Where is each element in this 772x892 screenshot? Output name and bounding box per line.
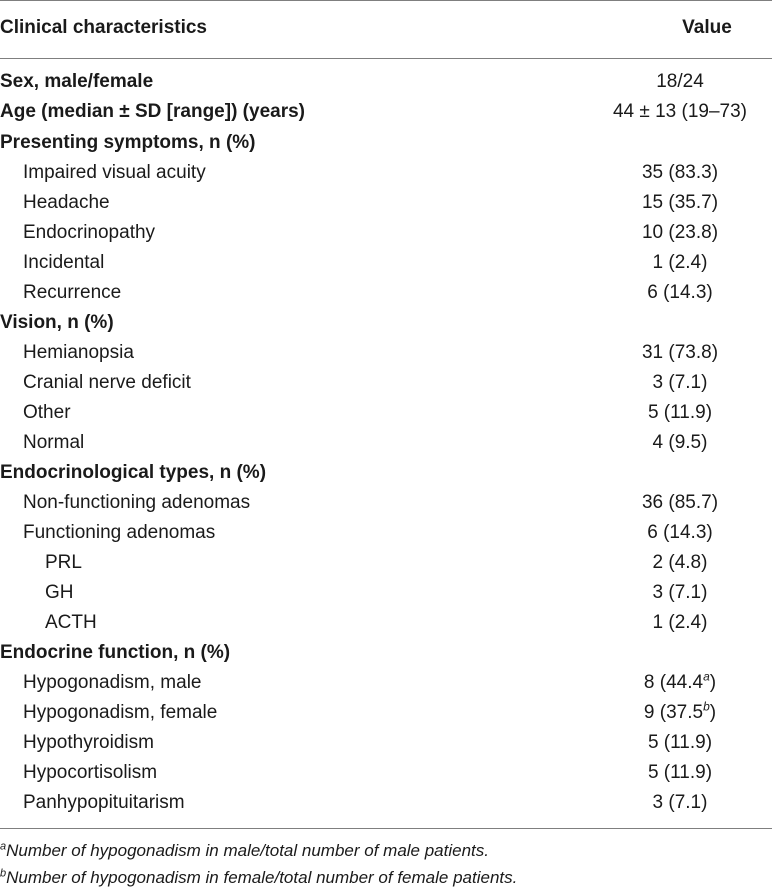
row-label: Hypocortisolism <box>23 762 158 783</box>
table-row <box>0 668 772 698</box>
row-label: Hemianopsia <box>23 342 134 363</box>
footnote-a <box>0 840 489 862</box>
section-heading: Endocrine function, n (%) <box>0 642 231 663</box>
section-heading: Vision, n (%) <box>0 312 114 333</box>
row-value: 5 (11.9) <box>647 762 713 783</box>
table-top-rule <box>0 0 772 1</box>
row-label: Impaired visual acuity <box>23 162 206 183</box>
row-label: PRL <box>45 552 82 573</box>
table-row <box>0 97 772 127</box>
table-bottom-rule <box>0 828 772 829</box>
section-heading-row <box>0 638 772 668</box>
row-value: 3 (7.1) <box>652 792 708 813</box>
table-row <box>0 188 772 218</box>
row-label: Endocrinopathy <box>23 222 156 243</box>
row-label: Hypothyroidism <box>23 732 154 753</box>
table-row <box>0 398 772 428</box>
row-label: GH <box>45 582 74 603</box>
header-characteristics: Clinical characteristics <box>0 17 207 38</box>
row-label: Headache <box>23 192 110 213</box>
row-value: 10 (23.8) <box>641 222 719 243</box>
table-row <box>0 488 772 518</box>
table-row <box>0 248 772 278</box>
table-row <box>0 548 772 578</box>
table-row <box>0 278 772 308</box>
header-value: Value <box>682 17 732 38</box>
row-label: Hypogonadism, female <box>23 702 218 723</box>
footnote-marker: a <box>703 669 710 684</box>
table-row <box>0 158 772 188</box>
value-end: ) <box>709 672 717 693</box>
footnote-mark: b <box>0 867 7 880</box>
row-value: 3 (7.1) <box>652 372 708 393</box>
row-value <box>588 698 772 728</box>
section-heading: Presenting symptoms, n (%) <box>0 132 256 153</box>
row-label: Other <box>23 402 71 423</box>
row-label: Normal <box>23 432 85 453</box>
footnote-text: Number of hypogonadism in female/total number of female patients. <box>6 868 518 887</box>
row-value: 44 ± 13 (19–73) <box>612 101 748 122</box>
row-value: 6 (14.3) <box>647 282 713 303</box>
row-value: 6 (14.3) <box>647 522 713 543</box>
row-value: 31 (73.8) <box>641 342 719 363</box>
section-heading: Endocrinological types, n (%) <box>0 462 267 483</box>
table-row <box>0 518 772 548</box>
row-label: Recurrence <box>23 282 122 303</box>
table-row <box>0 67 772 97</box>
table-row <box>0 338 772 368</box>
row-value: 5 (11.9) <box>647 732 713 753</box>
table-row <box>0 698 772 728</box>
row-value <box>588 668 772 698</box>
value-main: 9 (37.5 <box>643 702 704 723</box>
table-row <box>0 578 772 608</box>
row-value: 1 (2.4) <box>652 612 708 633</box>
table-row <box>0 428 772 458</box>
table-row <box>0 218 772 248</box>
footnote-text: Number of hypogonadism in male/total number of male patients. <box>6 841 489 860</box>
section-heading-row <box>0 458 772 488</box>
row-label: Age (median ± SD [range]) (years) <box>0 101 305 122</box>
row-label: Cranial nerve deficit <box>23 372 191 393</box>
row-label: ACTH <box>45 612 97 633</box>
row-label: Hypogonadism, male <box>23 672 202 693</box>
row-value: 3 (7.1) <box>652 582 708 603</box>
row-label: Panhypopituitarism <box>23 792 185 813</box>
row-value: 35 (83.3) <box>641 162 719 183</box>
table-row <box>0 758 772 788</box>
section-heading-row <box>0 128 772 158</box>
table-header-rule <box>0 58 772 59</box>
footnote-b <box>0 867 517 889</box>
row-label: Incidental <box>23 252 105 273</box>
footnote-mark: a <box>0 840 7 853</box>
row-label: Functioning adenomas <box>23 522 216 543</box>
value-end: ) <box>709 702 717 723</box>
row-value: 15 (35.7) <box>641 192 719 213</box>
table-row <box>0 368 772 398</box>
footnote-marker: b <box>703 699 710 714</box>
table-row <box>0 788 772 818</box>
value-main: 8 (44.4 <box>643 672 704 693</box>
row-value: 4 (9.5) <box>652 432 708 453</box>
row-value: 18/24 <box>656 71 704 92</box>
row-value: 2 (4.8) <box>652 552 708 573</box>
row-label: Sex, male/female <box>0 71 154 92</box>
table-row <box>0 608 772 638</box>
row-label: Non-functioning adenomas <box>23 492 251 513</box>
table-row <box>0 728 772 758</box>
row-value: 36 (85.7) <box>641 492 719 513</box>
section-heading-row <box>0 308 772 338</box>
row-value: 5 (11.9) <box>647 402 713 423</box>
table-header-row <box>0 13 772 43</box>
row-value: 1 (2.4) <box>652 252 708 273</box>
